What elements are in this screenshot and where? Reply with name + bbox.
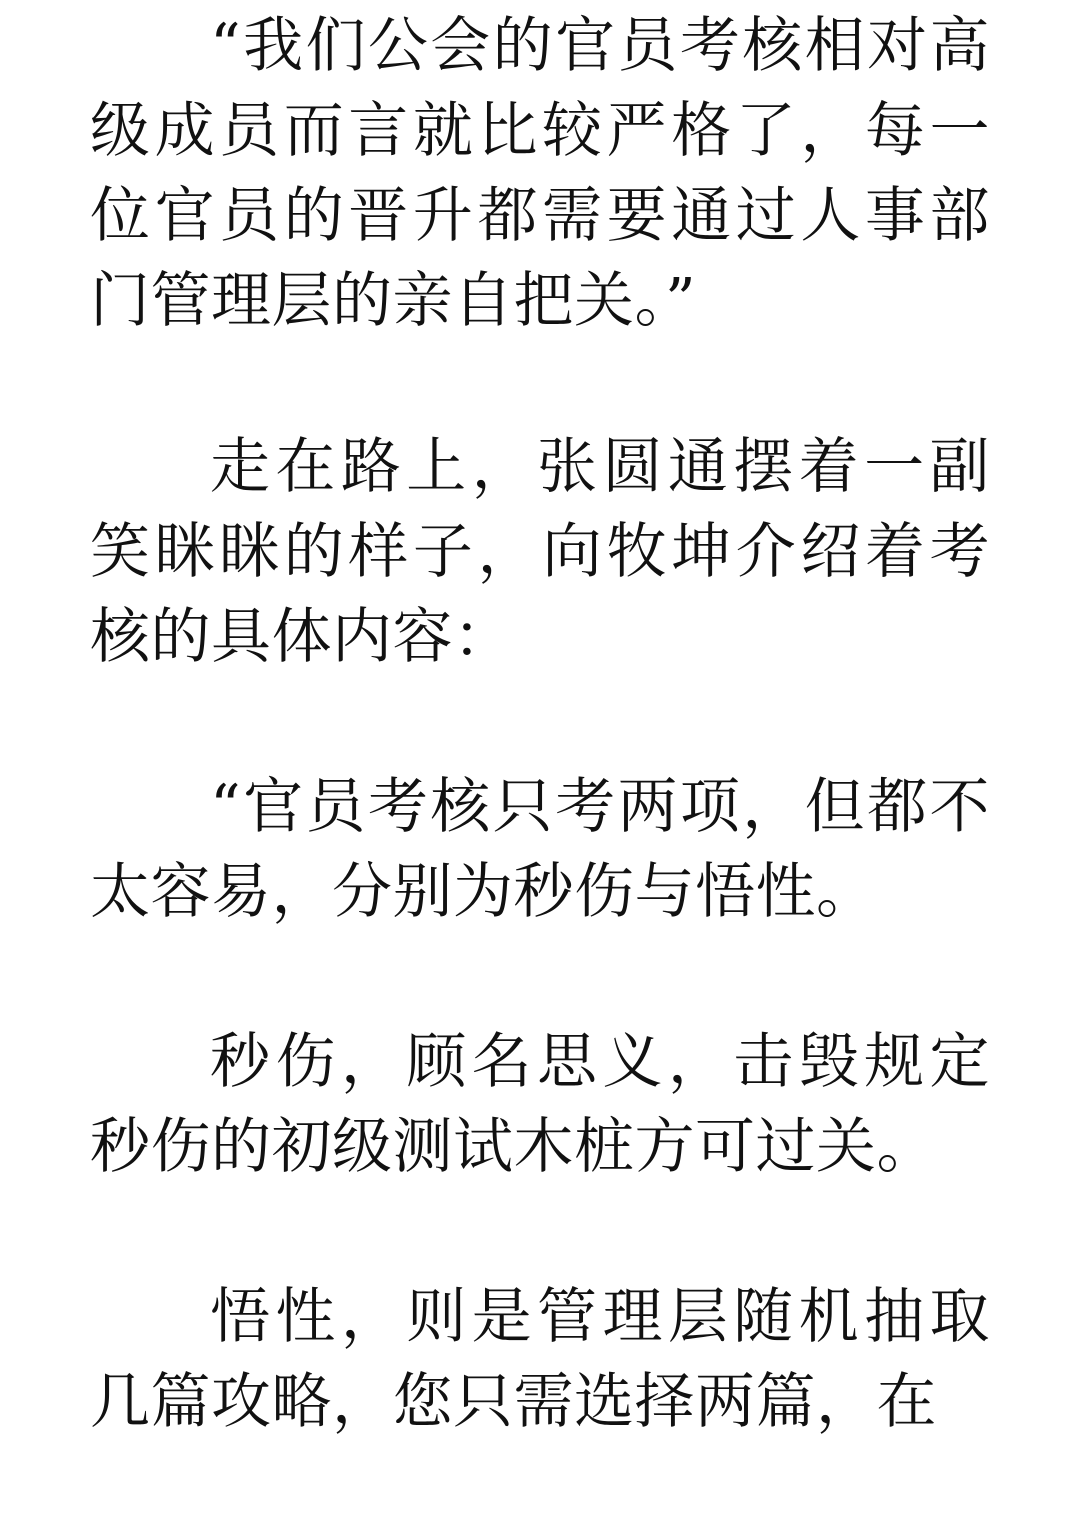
paragraph-3: “官员考核只考两项，但都不太容易，分别为秒伤与悟性。 — [90, 772, 990, 927]
paragraph-5: 悟性，则是管理层随机抽取几篇攻略，您只需选择两篇，在 — [90, 1282, 990, 1437]
paragraph-2: 走在路上，张圆通摆着一副笑眯眯的样子，向牧坤介绍着考核的具体内容： — [90, 432, 990, 672]
paragraph-1: “我们公会的官员考核相对高级成员而言就比较严格了，每一位官员的晋升都需要通过人事部门管理层的亲自把关。” — [90, 11, 990, 336]
paragraph-4: 秒伤，顾名思义，击毁规定秒伤的初级测试木桩方可过关。 — [90, 1027, 990, 1182]
